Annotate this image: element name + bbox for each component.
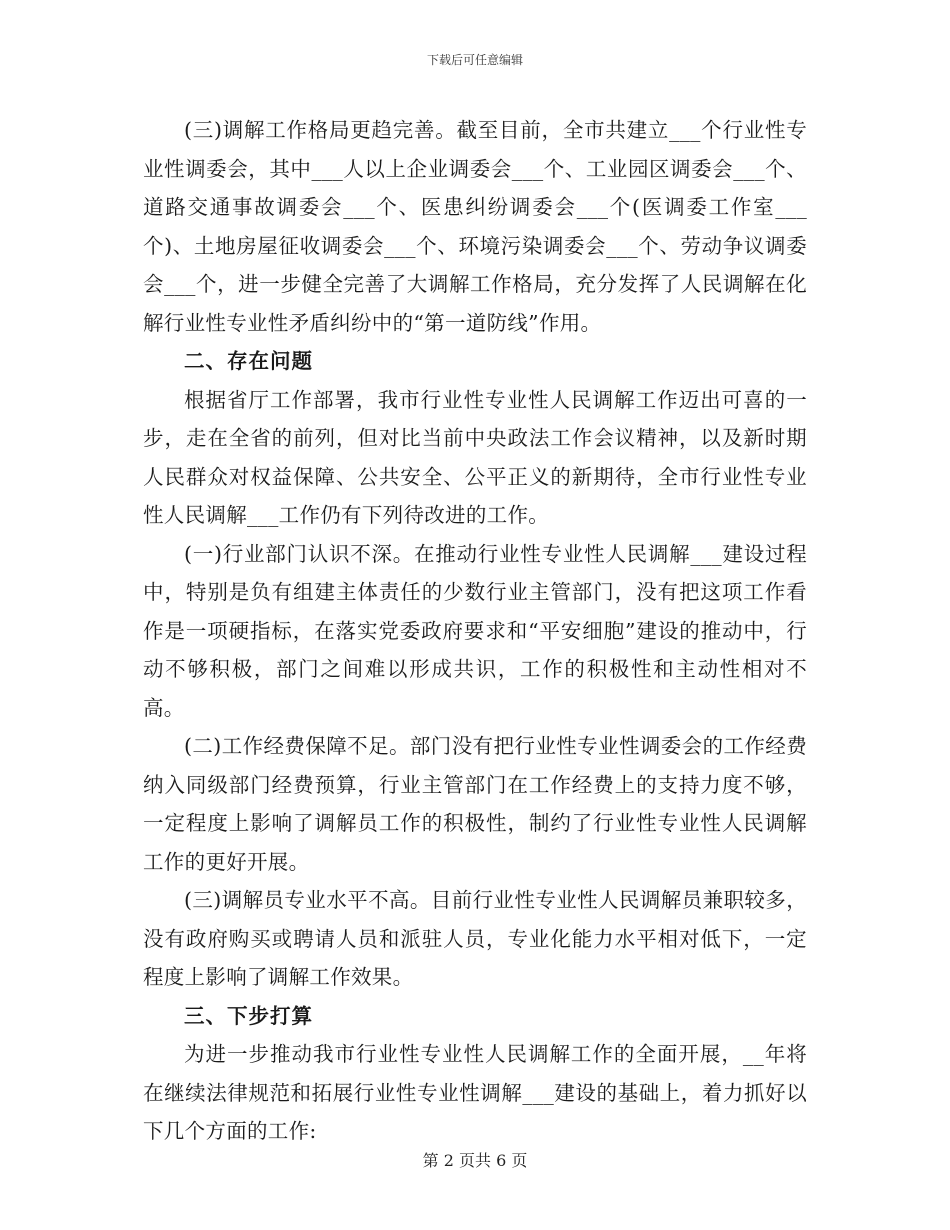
section-heading-next-steps: 三、下步打算 bbox=[184, 1003, 313, 1028]
paragraph-mediation-structure: (三)调解工作格局更趋完善。截至目前，全市共建立___个行业性专业性调委会，其中___人以上企业调委会___个、工业园区调委会___个、道路交通事故调委会___个、医患纠纷调委会___个(医调委工作室___个)、土地房屋征收调委会___个、环境污染调委会___个、劳动争议调委会___个，进一步健全完善了大调解工作格局，充分发挥了人民调解在化解行业性专业性矛盾纠纷中的“第一道防线”作用。 bbox=[143, 118, 807, 335]
document-body bbox=[143, 111, 807, 1151]
page-number-footer: 第 2 页共 6 页 bbox=[422, 1151, 528, 1170]
paragraph-problem-awareness: (一)行业部门认识不深。在推动行业性专业性人民调解___建设过程中，特别是负有组建主体责任的少数行业主管部门，没有把这项工作看作是一项硬指标，在落实党委政府要求和“平安细胞”建设的推动中，行动不够积极，部门之间难以形成共识，工作的积极性和主动性相对不高。 bbox=[143, 541, 807, 720]
paragraph-problems-intro: 根据省厅工作部署，我市行业性专业性人民调解工作迈出可喜的一步，走在全省的前列，但对比当前中央政法工作会议精神，以及新时期人民群众对权益保障、公共安全、公平正义的新期待，全市行业性专业性人民调解___工作仍有下列待改进的工作。 bbox=[143, 387, 807, 527]
paragraph-problem-expertise: (三)调解员专业水平不高。目前行业性专业性人民调解员兼职较多，没有政府购买或聘请人员和派驻人员，专业化能力水平相对低下，一定程度上影响了调解工作效果。 bbox=[143, 888, 807, 989]
section-heading-problems: 二、存在问题 bbox=[184, 349, 313, 373]
paragraph-problem-funding: (二)工作经费保障不足。部门没有把行业性专业性调委会的工作经费纳入同级部门经费预算，行业主管部门在工作经费上的支持力度不够，一定程度上影响了调解员工作的积极性，制约了行业性专业性人民调解工作的更好开展。 bbox=[143, 734, 807, 874]
page-header: 下载后可任意编辑 bbox=[426, 53, 523, 67]
paragraph-next-steps-intro: 为进一步推动我市行业性专业性人民调解工作的全面开展，__年将在继续法律规范和拓展行业性专业性调解___建设的基础上，着力抓好以下几个方面的工作: bbox=[143, 1042, 807, 1143]
